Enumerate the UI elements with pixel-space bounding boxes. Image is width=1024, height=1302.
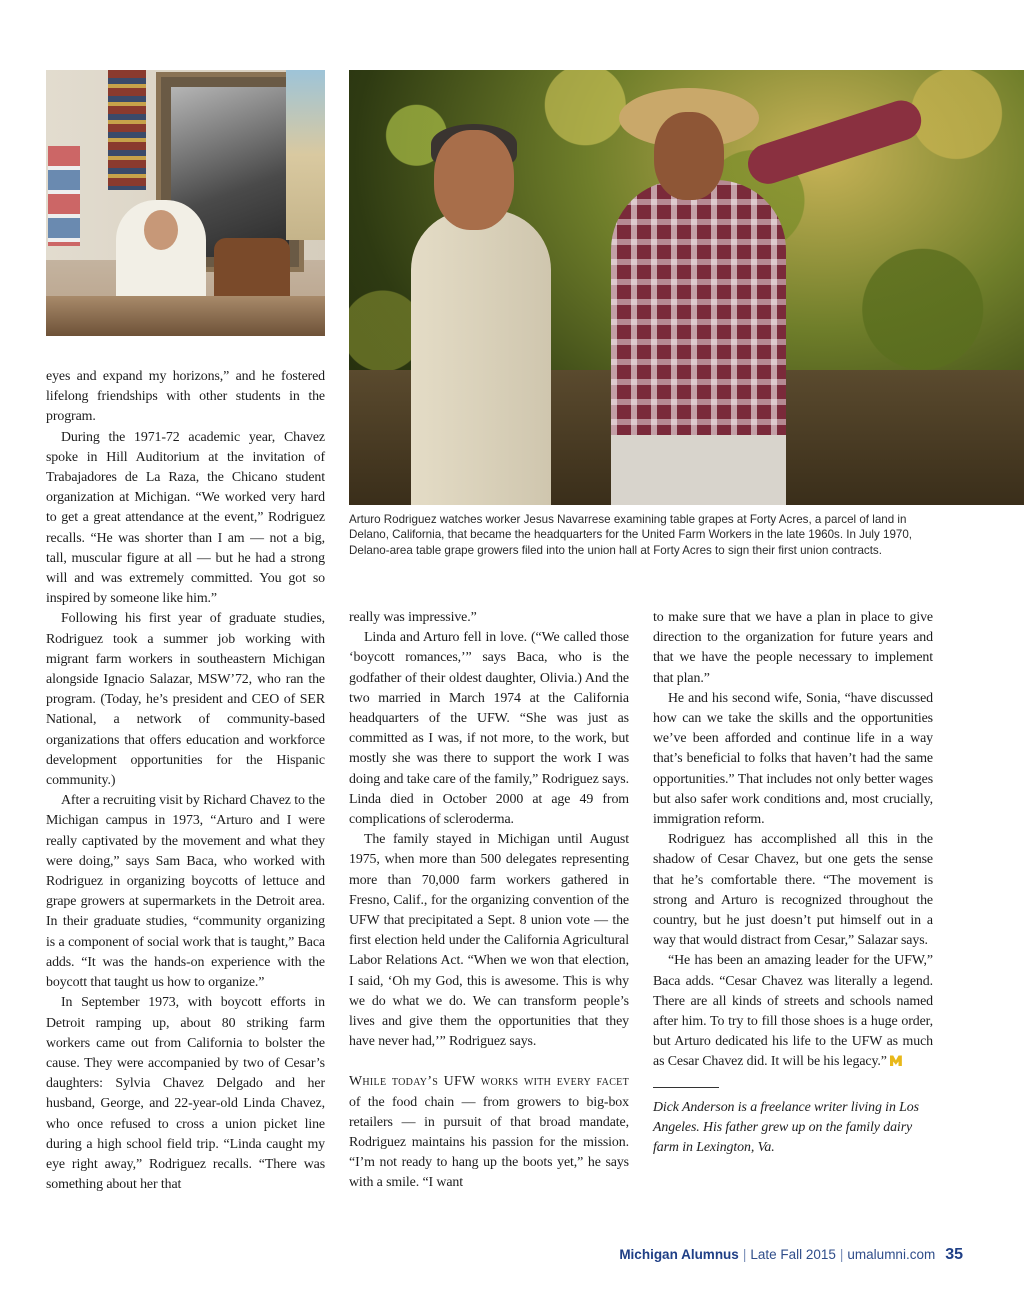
bio-divider — [653, 1087, 719, 1088]
photo-caption: Arturo Rodriguez watches worker Jesus Navarrese examining table grapes at Forty Acres, a parcel of land in Delano, California, that became the headquarters for the United Farm Workers in the late 1960s. In July 1970, Delano-area table grape growers filed into the union hall at Forty Acres to sign their first union contracts. — [349, 513, 913, 557]
closing-text: “He has been an amazing leader for the UFW,” Baca adds. “Cesar Chavez was literally a legend. There are all kinds of streets and schools named after him. To try to fill those shoes is a huge order, but Arturo dedicated his life to the UFW as much as Cesar Chavez did. It will be his legacy.” — [653, 953, 933, 1070]
section-lead-text: of the food chain — from growers to big-box retailers — in pursuit of that broad mandate, Rodriguez maintains his passion for the mission. “I’m not ready to hang up the boots yet,” he says with a smile. “I want — [349, 1094, 629, 1191]
magazine-name: Michigan Alumnus — [619, 1247, 739, 1262]
paragraph: During the 1971-72 academic year, Chavez spoke in Hill Auditorium at the invitation of Trabajadores de La Raza, the Chicano student organization at Michigan. “We worked very hard to get a great attendance at the event,” Rodriguez recalls. “He was shorter than I am — not a big, tall, muscular figure at all — but he had a strong will and was extremely committed. You got so inspired by someone like him.” — [46, 429, 325, 607]
paragraph: After a recruiting visit by Richard Chavez to the Michigan campus in 1973, “Arturo and I were really captivated by the movement and what they were doing,” says Sam Baca, who worked with Rodriguez in organizing boycotts of lettuce and grape growers at supermarkets in the Detroit area. In their graduate studies, “community organizing is a component of social work that is taught,” Baca adds. “It was the hands-on experience with the boycott that taught us how to organize.” — [46, 793, 325, 991]
paragraph: to make sure that we have a plan in place to give direction to the organization for future years and that we have the people necessary to implement that plan.” — [653, 610, 933, 686]
paragraph: eyes and expand my horizons,” and he fostered lifelong friendships with other students in the program. — [46, 369, 325, 425]
paragraph: In September 1973, with boycott efforts in Detroit ramping up, about 80 striking farm workers came out from California to bolster the cause. They were accompanied by two of Cesar’s daughters: Sylvia Chavez Delgado and her husband, George, and 22-year-old Linda Chavez, who once refused to cross a union picket line during a high school field trip. “Linda caught my eye right away,” Rodriguez recalls. “There was something about her that — [46, 995, 325, 1193]
article-column-2 — [349, 608, 629, 1194]
footer-separator: | — [839, 1247, 844, 1262]
site-link[interactable]: umalumni.com — [847, 1247, 936, 1262]
article-column-1 — [46, 367, 325, 1195]
paragraph: He and his second wife, Sonia, “have discussed how can we take the skills and the opportunities we’ve been afforded and continue life in a way that’s beneficial to folks that haven’t had the same opportunities.” That includes not only better wages but also safer work conditions and, most crucially, immigration reform. — [653, 690, 933, 828]
paragraph: Linda and Arturo fell in love. (“We called those ‘boycott romances,’” says Baca, who is the godfather of their oldest daughter, Olivia.) And the two married in March 1974 at the California headquarters of the UFW. “She was just as committed as I was, if not more, to the work, but mostly she was there to support the work I was doing and take care of the family,” Rodriguez says. Linda died in October 2000 at age 49 from complications of scleroderma. — [349, 630, 629, 828]
paragraph: The family stayed in Michigan until August 1975, when more than 500 delegates representing more than 70,000 farm workers gathered in Fresno, Calif., for the organizing convention of the UFW that precipitated a Sept. 8 union vote — the first election held under the California Agricultural Labor Relations Act. “When we won that election, I said, ‘Oh my God, this is awesome. This is why we do what we do. We can transform people’s lives and give them the opportunities that they have never had,’” Rodriguez says. — [349, 832, 629, 1050]
article-column-3 — [653, 608, 933, 1158]
page-footer — [619, 1246, 963, 1264]
office-photo — [46, 70, 325, 336]
author-bio: Dick Anderson is a freelance writer living in Los Angeles. His father grew up on the family dairy farm in Lexington, Va. — [653, 1099, 919, 1156]
block-m-icon — [890, 1055, 902, 1066]
vineyard-photo — [349, 70, 1024, 505]
page-number: 35 — [945, 1246, 963, 1263]
footer-separator: | — [742, 1247, 747, 1262]
section-lead-smallcaps: While today’s UFW works with every facet — [349, 1074, 629, 1090]
section-lead-paragraph — [349, 1072, 629, 1193]
closing-paragraph — [653, 951, 933, 1072]
paragraph: Rodriguez has accomplished all this in the shadow of Cesar Chavez, but one gets the sense that he’s comfortable there. “The movement is strong and Arturo is recognized throughout the country, but he just doesn’t put himself out in a way that would distract from Cesar,” Salazar says. — [653, 832, 933, 949]
paragraph: Following his first year of graduate studies, Rodriguez took a summer job working with migrant farm workers in southeastern Michigan alongside Ignacio Salazar, MSW’72, who ran the program. (Today, he’s president and CEO of SER National, a network of community-based organizations that offers education and workforce development opportunities for the Hispanic community.) — [46, 611, 325, 789]
issue-label: Late Fall 2015 — [750, 1247, 836, 1262]
paragraph: really was impressive.” — [349, 610, 477, 625]
